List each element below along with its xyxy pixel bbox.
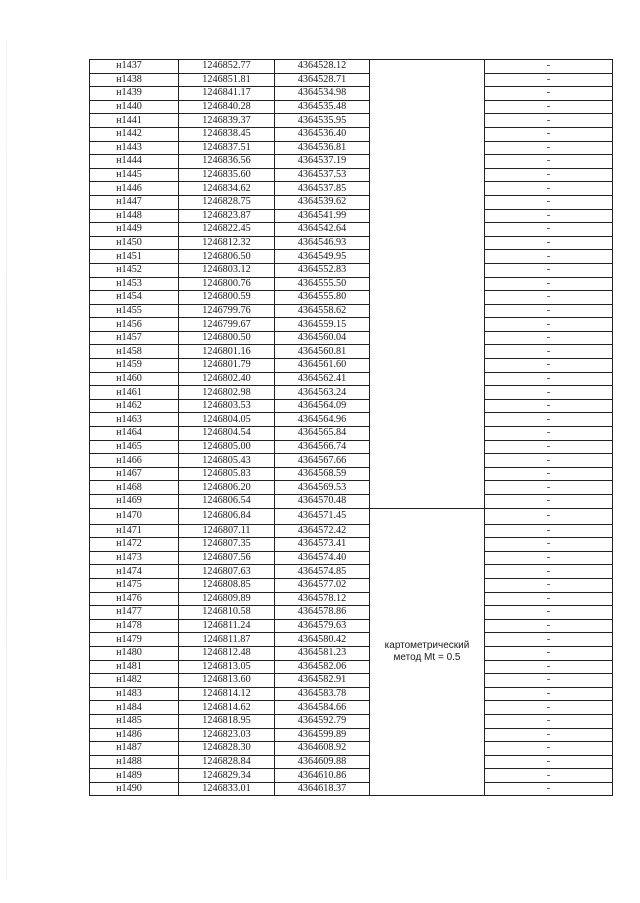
point-id-cell: н1482 bbox=[90, 674, 179, 688]
accuracy-dash-cell: - bbox=[485, 467, 613, 481]
x-coordinate-cell: 1246807.11 bbox=[179, 524, 275, 538]
accuracy-dash-cell: - bbox=[485, 223, 613, 237]
table-row bbox=[90, 291, 613, 305]
x-coordinate-cell: 1246852.77 bbox=[179, 60, 275, 74]
accuracy-dash-cell: - bbox=[485, 60, 613, 74]
point-id-cell: н1485 bbox=[90, 714, 179, 728]
table-row bbox=[90, 141, 613, 155]
point-id-cell: н1483 bbox=[90, 687, 179, 701]
x-coordinate-cell: 1246807.63 bbox=[179, 565, 275, 579]
accuracy-dash-cell: - bbox=[485, 100, 613, 114]
y-coordinate-cell: 4364534.98 bbox=[275, 87, 370, 101]
x-coordinate-cell: 1246805.83 bbox=[179, 467, 275, 481]
y-coordinate-cell: 4364536.40 bbox=[275, 127, 370, 141]
accuracy-dash-cell: - bbox=[485, 674, 613, 688]
table-row bbox=[90, 578, 613, 592]
table-row bbox=[90, 440, 613, 454]
y-coordinate-cell: 4364573.41 bbox=[275, 538, 370, 552]
table-row bbox=[90, 155, 613, 169]
accuracy-dash-cell: - bbox=[485, 263, 613, 277]
y-coordinate-cell: 4364537.53 bbox=[275, 168, 370, 182]
accuracy-dash-cell: - bbox=[485, 318, 613, 332]
x-coordinate-cell: 1246806.84 bbox=[179, 508, 275, 524]
point-id-cell: н1489 bbox=[90, 769, 179, 783]
accuracy-dash-cell: - bbox=[485, 524, 613, 538]
point-id-cell: н1488 bbox=[90, 755, 179, 769]
table-row bbox=[90, 372, 613, 386]
y-coordinate-cell: 4364574.40 bbox=[275, 551, 370, 565]
y-coordinate-cell: 4364609.88 bbox=[275, 755, 370, 769]
table-row bbox=[90, 427, 613, 441]
table-row bbox=[90, 769, 613, 783]
table-row bbox=[90, 538, 613, 552]
point-id-cell: н1444 bbox=[90, 155, 179, 169]
y-coordinate-cell: 4364536.81 bbox=[275, 141, 370, 155]
y-coordinate-cell: 4364562.41 bbox=[275, 372, 370, 386]
x-coordinate-cell: 1246813.60 bbox=[179, 674, 275, 688]
accuracy-dash-cell: - bbox=[485, 728, 613, 742]
x-coordinate-cell: 1246809.89 bbox=[179, 592, 275, 606]
accuracy-dash-cell: - bbox=[485, 578, 613, 592]
x-coordinate-cell: 1246808.85 bbox=[179, 578, 275, 592]
accuracy-dash-cell: - bbox=[485, 304, 613, 318]
point-id-cell: н1458 bbox=[90, 345, 179, 359]
x-coordinate-cell: 1246838.45 bbox=[179, 127, 275, 141]
point-id-cell: н1478 bbox=[90, 619, 179, 633]
y-coordinate-cell: 4364577.02 bbox=[275, 578, 370, 592]
coordinates-table bbox=[89, 59, 613, 796]
x-coordinate-cell: 1246805.43 bbox=[179, 454, 275, 468]
x-coordinate-cell: 1246804.54 bbox=[179, 427, 275, 441]
y-coordinate-cell: 4364579.63 bbox=[275, 619, 370, 633]
point-id-cell: н1464 bbox=[90, 427, 179, 441]
table-row bbox=[90, 318, 613, 332]
table-row bbox=[90, 606, 613, 620]
y-coordinate-cell: 4364558.62 bbox=[275, 304, 370, 318]
point-id-cell: н1440 bbox=[90, 100, 179, 114]
y-coordinate-cell: 4364560.04 bbox=[275, 331, 370, 345]
point-id-cell: н1486 bbox=[90, 728, 179, 742]
y-coordinate-cell: 4364572.42 bbox=[275, 524, 370, 538]
y-coordinate-cell: 4364582.91 bbox=[275, 674, 370, 688]
point-id-cell: н1460 bbox=[90, 372, 179, 386]
table-row bbox=[90, 714, 613, 728]
table-row bbox=[90, 100, 613, 114]
point-id-cell: н1450 bbox=[90, 236, 179, 250]
y-coordinate-cell: 4364618.37 bbox=[275, 782, 370, 796]
accuracy-dash-cell: - bbox=[485, 168, 613, 182]
y-coordinate-cell: 4364539.62 bbox=[275, 195, 370, 209]
x-coordinate-cell: 1246807.35 bbox=[179, 538, 275, 552]
x-coordinate-cell: 1246814.12 bbox=[179, 687, 275, 701]
point-id-cell: н1476 bbox=[90, 592, 179, 606]
x-coordinate-cell: 1246802.98 bbox=[179, 386, 275, 400]
y-coordinate-cell: 4364582.06 bbox=[275, 660, 370, 674]
point-id-cell: н1466 bbox=[90, 454, 179, 468]
accuracy-dash-cell: - bbox=[485, 687, 613, 701]
x-coordinate-cell: 1246839.37 bbox=[179, 114, 275, 128]
x-coordinate-cell: 1246818.95 bbox=[179, 714, 275, 728]
table-row bbox=[90, 331, 613, 345]
table-row bbox=[90, 209, 613, 223]
x-coordinate-cell: 1246810.58 bbox=[179, 606, 275, 620]
accuracy-dash-cell: - bbox=[485, 386, 613, 400]
x-coordinate-cell: 1246828.30 bbox=[179, 742, 275, 756]
point-id-cell: н1437 bbox=[90, 60, 179, 74]
table-row bbox=[90, 592, 613, 606]
x-coordinate-cell: 1246823.03 bbox=[179, 728, 275, 742]
x-coordinate-cell: 1246835.60 bbox=[179, 168, 275, 182]
point-id-cell: н1441 bbox=[90, 114, 179, 128]
x-coordinate-cell: 1246799.76 bbox=[179, 304, 275, 318]
accuracy-dash-cell: - bbox=[485, 87, 613, 101]
y-coordinate-cell: 4364580.42 bbox=[275, 633, 370, 647]
point-id-cell: н1454 bbox=[90, 291, 179, 305]
accuracy-dash-cell: - bbox=[485, 551, 613, 565]
accuracy-dash-cell: - bbox=[485, 291, 613, 305]
accuracy-dash-cell: - bbox=[485, 742, 613, 756]
accuracy-dash-cell: - bbox=[485, 399, 613, 413]
table-row bbox=[90, 182, 613, 196]
accuracy-dash-cell: - bbox=[485, 427, 613, 441]
table-row bbox=[90, 413, 613, 427]
accuracy-dash-cell: - bbox=[485, 565, 613, 579]
x-coordinate-cell: 1246800.59 bbox=[179, 291, 275, 305]
y-coordinate-cell: 4364565.84 bbox=[275, 427, 370, 441]
point-id-cell: н1448 bbox=[90, 209, 179, 223]
y-coordinate-cell: 4364561.60 bbox=[275, 359, 370, 373]
table-row bbox=[90, 565, 613, 579]
y-coordinate-cell: 4364541.99 bbox=[275, 209, 370, 223]
accuracy-dash-cell: - bbox=[485, 114, 613, 128]
y-coordinate-cell: 4364559.15 bbox=[275, 318, 370, 332]
accuracy-dash-cell: - bbox=[485, 277, 613, 291]
x-coordinate-cell: 1246806.20 bbox=[179, 481, 275, 495]
point-id-cell: н1484 bbox=[90, 701, 179, 715]
y-coordinate-cell: 4364578.12 bbox=[275, 592, 370, 606]
point-id-cell: н1469 bbox=[90, 495, 179, 509]
y-coordinate-cell: 4364552.83 bbox=[275, 263, 370, 277]
table-row bbox=[90, 524, 613, 538]
accuracy-dash-cell: - bbox=[485, 646, 613, 660]
point-id-cell: н1447 bbox=[90, 195, 179, 209]
x-coordinate-cell: 1246799.67 bbox=[179, 318, 275, 332]
table-row bbox=[90, 481, 613, 495]
x-coordinate-cell: 1246806.50 bbox=[179, 250, 275, 264]
y-coordinate-cell: 4364549.95 bbox=[275, 250, 370, 264]
accuracy-dash-cell: - bbox=[485, 155, 613, 169]
table-row bbox=[90, 386, 613, 400]
x-coordinate-cell: 1246802.40 bbox=[179, 372, 275, 386]
accuracy-dash-cell: - bbox=[485, 508, 613, 524]
y-coordinate-cell: 4364542.64 bbox=[275, 223, 370, 237]
x-coordinate-cell: 1246805.00 bbox=[179, 440, 275, 454]
y-coordinate-cell: 4364581.23 bbox=[275, 646, 370, 660]
y-coordinate-cell: 4364574.85 bbox=[275, 565, 370, 579]
table-row bbox=[90, 127, 613, 141]
table-row bbox=[90, 304, 613, 318]
point-id-cell: н1467 bbox=[90, 467, 179, 481]
x-coordinate-cell: 1246807.56 bbox=[179, 551, 275, 565]
x-coordinate-cell: 1246812.48 bbox=[179, 646, 275, 660]
y-coordinate-cell: 4364563.24 bbox=[275, 386, 370, 400]
table-row bbox=[90, 73, 613, 87]
accuracy-dash-cell: - bbox=[485, 250, 613, 264]
point-id-cell: н1449 bbox=[90, 223, 179, 237]
accuracy-dash-cell: - bbox=[485, 331, 613, 345]
y-coordinate-cell: 4364566.74 bbox=[275, 440, 370, 454]
point-id-cell: н1453 bbox=[90, 277, 179, 291]
table-row bbox=[90, 728, 613, 742]
point-id-cell: н1438 bbox=[90, 73, 179, 87]
point-id-cell: н1487 bbox=[90, 742, 179, 756]
point-id-cell: н1457 bbox=[90, 331, 179, 345]
x-coordinate-cell: 1246803.53 bbox=[179, 399, 275, 413]
y-coordinate-cell: 4364608.92 bbox=[275, 742, 370, 756]
table-row bbox=[90, 87, 613, 101]
point-id-cell: н1452 bbox=[90, 263, 179, 277]
y-coordinate-cell: 4364535.95 bbox=[275, 114, 370, 128]
table-row bbox=[90, 495, 613, 509]
point-id-cell: н1456 bbox=[90, 318, 179, 332]
accuracy-dash-cell: - bbox=[485, 454, 613, 468]
accuracy-dash-cell: - bbox=[485, 538, 613, 552]
point-id-cell: н1442 bbox=[90, 127, 179, 141]
accuracy-dash-cell: - bbox=[485, 495, 613, 509]
accuracy-dash-cell: - bbox=[485, 701, 613, 715]
table-row bbox=[90, 250, 613, 264]
table-row bbox=[90, 701, 613, 715]
x-coordinate-cell: 1246806.54 bbox=[179, 495, 275, 509]
point-id-cell: н1490 bbox=[90, 782, 179, 796]
x-coordinate-cell: 1246828.75 bbox=[179, 195, 275, 209]
table-row bbox=[90, 236, 613, 250]
table-row bbox=[90, 508, 613, 524]
point-id-cell: н1470 bbox=[90, 508, 179, 524]
y-coordinate-cell: 4364560.81 bbox=[275, 345, 370, 359]
accuracy-dash-cell: - bbox=[485, 769, 613, 783]
y-coordinate-cell: 4364555.50 bbox=[275, 277, 370, 291]
method-cell-empty bbox=[370, 60, 485, 509]
accuracy-dash-cell: - bbox=[485, 209, 613, 223]
x-coordinate-cell: 1246800.76 bbox=[179, 277, 275, 291]
x-coordinate-cell: 1246823.87 bbox=[179, 209, 275, 223]
accuracy-dash-cell: - bbox=[485, 127, 613, 141]
accuracy-dash-cell: - bbox=[485, 141, 613, 155]
accuracy-dash-cell: - bbox=[485, 592, 613, 606]
y-coordinate-cell: 4364564.09 bbox=[275, 399, 370, 413]
accuracy-dash-cell: - bbox=[485, 755, 613, 769]
table-row bbox=[90, 646, 613, 660]
y-coordinate-cell: 4364564.96 bbox=[275, 413, 370, 427]
y-coordinate-cell: 4364592.79 bbox=[275, 714, 370, 728]
x-coordinate-cell: 1246814.62 bbox=[179, 701, 275, 715]
table-row bbox=[90, 114, 613, 128]
x-coordinate-cell: 1246836.56 bbox=[179, 155, 275, 169]
point-id-cell: н1477 bbox=[90, 606, 179, 620]
x-coordinate-cell: 1246803.12 bbox=[179, 263, 275, 277]
y-coordinate-cell: 4364528.12 bbox=[275, 60, 370, 74]
y-coordinate-cell: 4364610.86 bbox=[275, 769, 370, 783]
point-id-cell: н1479 bbox=[90, 633, 179, 647]
accuracy-dash-cell: - bbox=[485, 195, 613, 209]
point-id-cell: н1473 bbox=[90, 551, 179, 565]
table-row bbox=[90, 633, 613, 647]
y-coordinate-cell: 4364578.86 bbox=[275, 606, 370, 620]
x-coordinate-cell: 1246829.34 bbox=[179, 769, 275, 783]
point-id-cell: н1472 bbox=[90, 538, 179, 552]
y-coordinate-cell: 4364569.53 bbox=[275, 481, 370, 495]
table-row bbox=[90, 359, 613, 373]
y-coordinate-cell: 4364567.66 bbox=[275, 454, 370, 468]
x-coordinate-cell: 1246811.87 bbox=[179, 633, 275, 647]
table-row bbox=[90, 742, 613, 756]
accuracy-dash-cell: - bbox=[485, 633, 613, 647]
table-row bbox=[90, 399, 613, 413]
table-row bbox=[90, 674, 613, 688]
x-coordinate-cell: 1246834.62 bbox=[179, 182, 275, 196]
table-row bbox=[90, 168, 613, 182]
y-coordinate-cell: 4364528.71 bbox=[275, 73, 370, 87]
x-coordinate-cell: 1246841.17 bbox=[179, 87, 275, 101]
table-row bbox=[90, 687, 613, 701]
point-id-cell: н1471 bbox=[90, 524, 179, 538]
y-coordinate-cell: 4364568.59 bbox=[275, 467, 370, 481]
x-coordinate-cell: 1246833.01 bbox=[179, 782, 275, 796]
x-coordinate-cell: 1246840.28 bbox=[179, 100, 275, 114]
point-id-cell: н1451 bbox=[90, 250, 179, 264]
y-coordinate-cell: 4364537.85 bbox=[275, 182, 370, 196]
accuracy-dash-cell: - bbox=[485, 73, 613, 87]
point-id-cell: н1461 bbox=[90, 386, 179, 400]
y-coordinate-cell: 4364537.19 bbox=[275, 155, 370, 169]
table-row bbox=[90, 755, 613, 769]
point-id-cell: н1465 bbox=[90, 440, 179, 454]
table-row bbox=[90, 454, 613, 468]
x-coordinate-cell: 1246837.51 bbox=[179, 141, 275, 155]
y-coordinate-cell: 4364599.89 bbox=[275, 728, 370, 742]
table-row bbox=[90, 277, 613, 291]
point-id-cell: н1459 bbox=[90, 359, 179, 373]
table-row bbox=[90, 223, 613, 237]
x-coordinate-cell: 1246813.05 bbox=[179, 660, 275, 674]
x-coordinate-cell: 1246800.50 bbox=[179, 331, 275, 345]
method-cell: картометрический метод Mt = 0.5 bbox=[370, 508, 485, 796]
table-row bbox=[90, 660, 613, 674]
accuracy-dash-cell: - bbox=[485, 481, 613, 495]
point-id-cell: н1445 bbox=[90, 168, 179, 182]
x-coordinate-cell: 1246812.32 bbox=[179, 236, 275, 250]
accuracy-dash-cell: - bbox=[485, 660, 613, 674]
table-row bbox=[90, 345, 613, 359]
point-id-cell: н1468 bbox=[90, 481, 179, 495]
table-row bbox=[90, 195, 613, 209]
point-id-cell: н1475 bbox=[90, 578, 179, 592]
y-coordinate-cell: 4364571.45 bbox=[275, 508, 370, 524]
point-id-cell: н1455 bbox=[90, 304, 179, 318]
table-row bbox=[90, 467, 613, 481]
accuracy-dash-cell: - bbox=[485, 782, 613, 796]
point-id-cell: н1463 bbox=[90, 413, 179, 427]
accuracy-dash-cell: - bbox=[485, 714, 613, 728]
accuracy-dash-cell: - bbox=[485, 619, 613, 633]
accuracy-dash-cell: - bbox=[485, 372, 613, 386]
y-coordinate-cell: 4364584.66 bbox=[275, 701, 370, 715]
point-id-cell: н1481 bbox=[90, 660, 179, 674]
x-coordinate-cell: 1246801.16 bbox=[179, 345, 275, 359]
table-row bbox=[90, 60, 613, 74]
x-coordinate-cell: 1246822.45 bbox=[179, 223, 275, 237]
accuracy-dash-cell: - bbox=[485, 413, 613, 427]
coordinates-table-body bbox=[90, 60, 613, 796]
x-coordinate-cell: 1246851.81 bbox=[179, 73, 275, 87]
table-row bbox=[90, 619, 613, 633]
table-row bbox=[90, 263, 613, 277]
accuracy-dash-cell: - bbox=[485, 359, 613, 373]
y-coordinate-cell: 4364570.48 bbox=[275, 495, 370, 509]
point-id-cell: н1462 bbox=[90, 399, 179, 413]
point-id-cell: н1446 bbox=[90, 182, 179, 196]
y-coordinate-cell: 4364546.93 bbox=[275, 236, 370, 250]
scan-edge-line bbox=[6, 40, 7, 880]
accuracy-dash-cell: - bbox=[485, 440, 613, 454]
x-coordinate-cell: 1246811.24 bbox=[179, 619, 275, 633]
accuracy-dash-cell: - bbox=[485, 182, 613, 196]
x-coordinate-cell: 1246804.05 bbox=[179, 413, 275, 427]
y-coordinate-cell: 4364583.78 bbox=[275, 687, 370, 701]
point-id-cell: н1474 bbox=[90, 565, 179, 579]
table-row bbox=[90, 782, 613, 796]
y-coordinate-cell: 4364535.48 bbox=[275, 100, 370, 114]
x-coordinate-cell: 1246801.79 bbox=[179, 359, 275, 373]
accuracy-dash-cell: - bbox=[485, 345, 613, 359]
point-id-cell: н1443 bbox=[90, 141, 179, 155]
accuracy-dash-cell: - bbox=[485, 236, 613, 250]
point-id-cell: н1480 bbox=[90, 646, 179, 660]
x-coordinate-cell: 1246828.84 bbox=[179, 755, 275, 769]
table-row bbox=[90, 551, 613, 565]
accuracy-dash-cell: - bbox=[485, 606, 613, 620]
point-id-cell: н1439 bbox=[90, 87, 179, 101]
y-coordinate-cell: 4364555.80 bbox=[275, 291, 370, 305]
